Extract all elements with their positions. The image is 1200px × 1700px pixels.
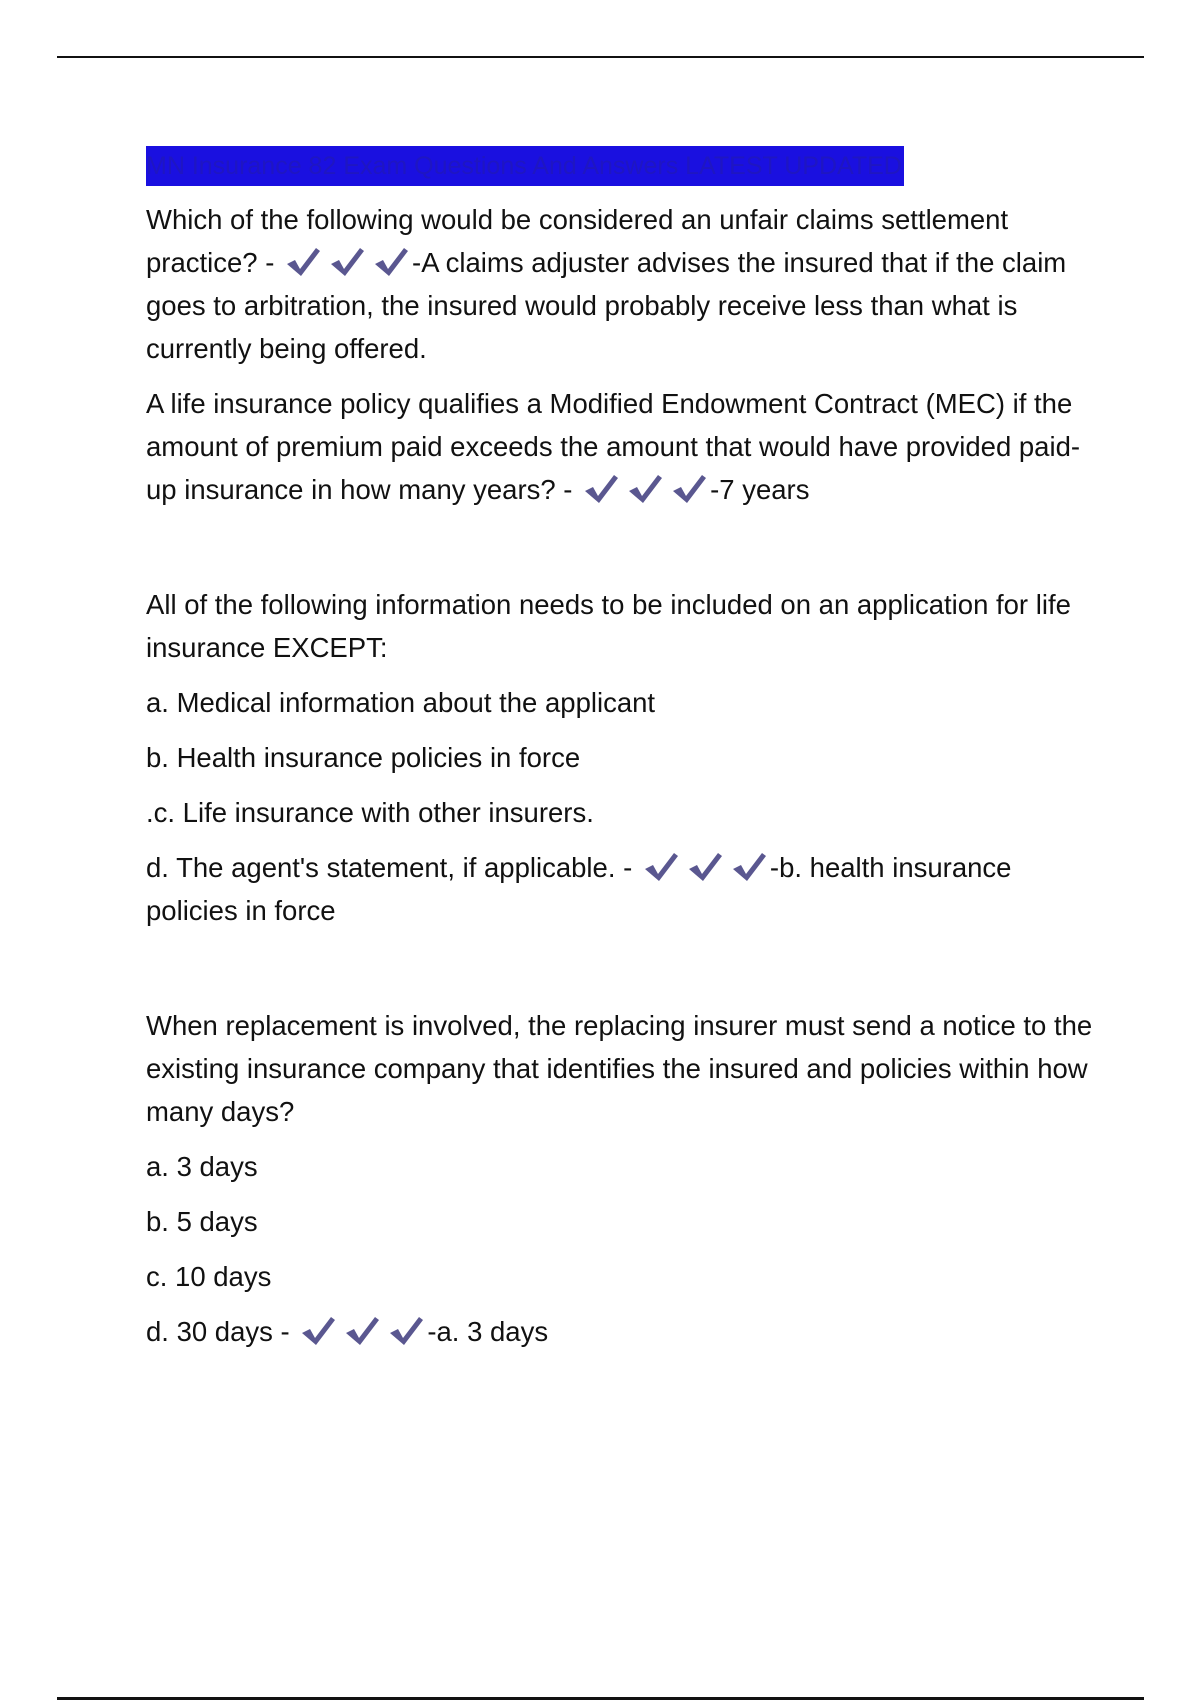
- question-2: [146, 382, 1106, 511]
- option-3b: b. Health insurance policies in force: [146, 742, 581, 773]
- question-4: When replacement is involved, the replacing insurer must send a notice to the existing insurance company that identifies the insured and policies within how many days?: [146, 1010, 1093, 1127]
- option-3d: [146, 846, 1106, 932]
- check-icon: [343, 1314, 381, 1348]
- answer-3: -b. health insurance policies in force: [146, 852, 1012, 926]
- header-rule: [57, 56, 1144, 58]
- check-icon: [686, 850, 724, 884]
- answer-checkmarks: [299, 1314, 425, 1348]
- document-title: MN Insurance 82 Exam Questions And Answers LATEST UPDATED: [146, 146, 904, 186]
- option-4d-text: d. 30 days -: [146, 1316, 290, 1347]
- check-icon: [299, 1314, 337, 1348]
- check-icon: [328, 245, 366, 279]
- option-4b: b. 5 days: [146, 1206, 258, 1237]
- document-body: [146, 146, 1106, 1353]
- question-3: All of the following information needs to be included on an application for life insurance EXCEPT:: [146, 589, 1071, 663]
- check-icon: [642, 850, 680, 884]
- question-2-text: A life insurance policy qualifies a Modified Endowment Contract (MEC) if the amount of premium paid exceeds the amount that would have provided paid-up insurance in how many years? -: [146, 388, 1081, 505]
- answer-checkmarks: [582, 472, 708, 506]
- answer-2: -7 years: [710, 474, 810, 505]
- option-3c: .c. Life insurance with other insurers.: [146, 797, 594, 828]
- check-icon: [284, 245, 322, 279]
- question-1-text: Which of the following would be considered an unfair claims settlement practice? -: [146, 204, 1009, 278]
- option-4c: c. 10 days: [146, 1261, 272, 1292]
- option-4d: [146, 1310, 1106, 1353]
- option-3a: a. Medical information about the applicant: [146, 687, 656, 718]
- option-4a: a. 3 days: [146, 1151, 258, 1182]
- answer-4: -a. 3 days: [427, 1316, 549, 1347]
- check-icon: [730, 850, 768, 884]
- question-1: [146, 198, 1106, 370]
- answer-1: -A claims adjuster advises the insured that if the claim goes to arbitration, the insured would probably receive less than what is currently being offered.: [146, 247, 1067, 364]
- option-3d-text: d. The agent's statement, if applicable. -: [146, 852, 633, 883]
- check-icon: [670, 472, 708, 506]
- check-icon: [626, 472, 664, 506]
- check-icon: [387, 1314, 425, 1348]
- check-icon: [582, 472, 620, 506]
- answer-checkmarks: [642, 850, 768, 884]
- answer-checkmarks: [284, 245, 410, 279]
- check-icon: [372, 245, 410, 279]
